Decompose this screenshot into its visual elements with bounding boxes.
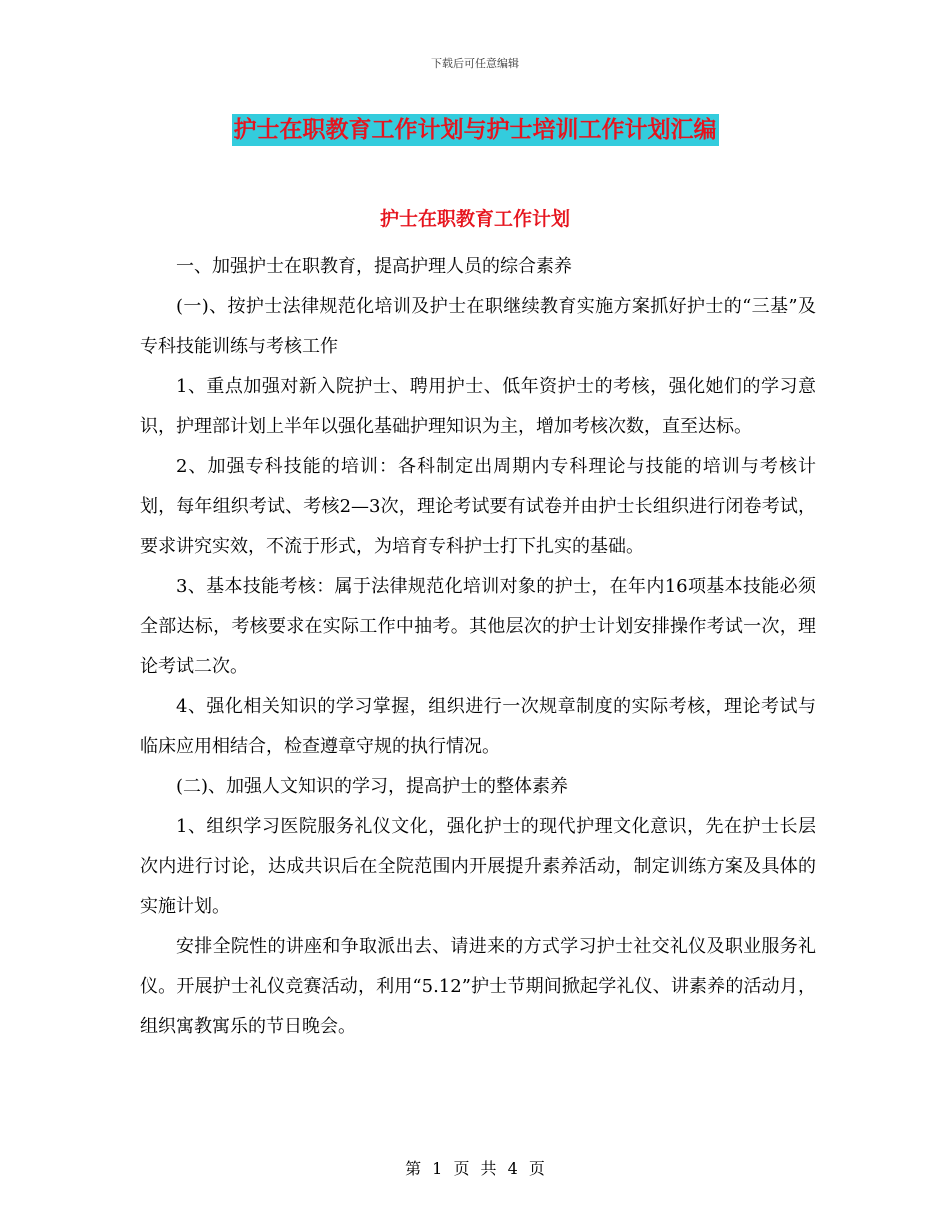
paragraph-item-2: 2、加强专科技能的培训：各科制定出周期内专科理论与技能的培训与考核计划，每年组织考试、考核2—3次，理论考试要有试卷并由护士长组织进行闭卷考试，要求讲究实效，不流于形式，为培育专科护士打下扎实的基础。 (140, 456, 816, 557)
paragraph-subheading-2: (二)、加强人文知识的学习，提高护士的整体素养 (176, 776, 569, 797)
paragraph-item-3: 3、基本技能考核：属于法律规范化培训对象的护士，在年内16项基本技能必须全部达标，考核要求在实际工作中抽考。其他层次的护士计划安排操作考试一次，理论考试二次。 (140, 576, 816, 677)
document-title (0, 114, 950, 146)
header-note: 下载后可任意编辑 (431, 57, 519, 70)
paragraph-heading-1: 一、加强护士在职教育，提高护理人员的综合素养 (176, 256, 572, 277)
document-body (140, 247, 816, 1047)
paragraph-item-5: 1、组织学习医院服务礼仪文化，强化护士的现代护理文化意识，先在护士长层次内进行讨论，达成共识后在全院范围内开展提升素养活动，制定训练方案及具体的实施计划。 (140, 816, 816, 917)
page-number-footer: 第 1 页 共 4 页 (405, 1159, 545, 1178)
paragraph-item-4: 4、强化相关知识的学习掌握，组织进行一次规章制度的实际考核，理论考试与临床应用相结合，检查遵章守规的执行情况。 (140, 696, 816, 757)
document-title-text: 护士在职教育工作计划与护士培训工作计划汇编 (232, 114, 719, 146)
section-title: 护士在职教育工作计划 (379, 208, 570, 230)
paragraph-subheading-1: (一)、按护士法律规范化培训及护士在职继续教育实施方案抓好护士的“三基”及专科技能训练与考核工作 (140, 296, 816, 357)
paragraph-item-1: 1、重点加强对新入院护士、聘用护士、低年资护士的考核，强化她们的学习意识，护理部计划上半年以强化基础护理知识为主，增加考核次数，直至达标。 (140, 376, 816, 437)
paragraph-item-6: 安排全院性的讲座和争取派出去、请进来的方式学习护士社交礼仪及职业服务礼仪。开展护士礼仪竞赛活动，利用“5.12”护士节期间掀起学礼仪、讲素养的活动月，组织寓教寓乐的节日晚会。 (140, 936, 816, 1037)
